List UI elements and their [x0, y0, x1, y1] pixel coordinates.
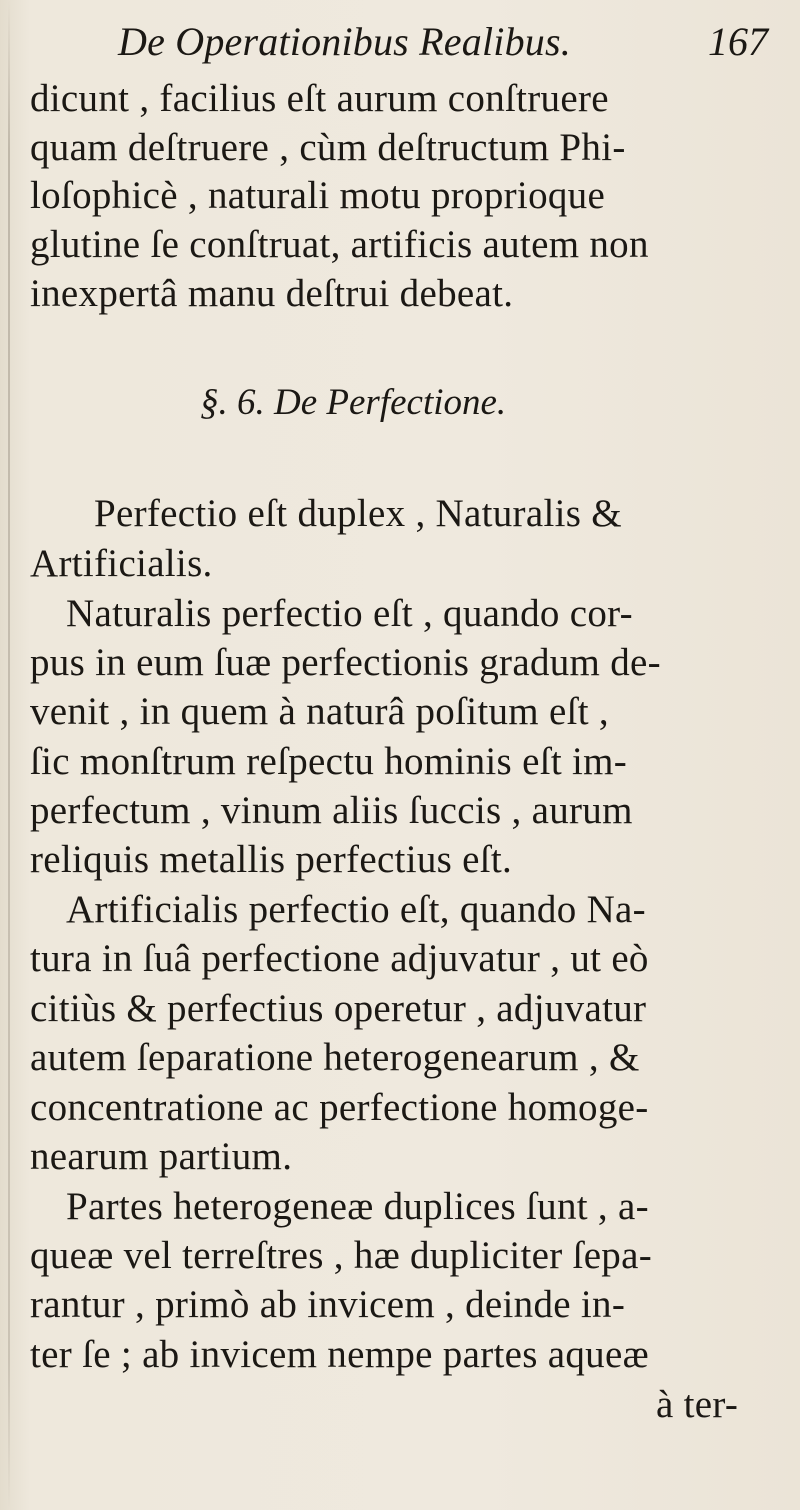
text-line: Partes heterogeneæ duplices ſunt , a- — [66, 1185, 649, 1228]
text-line: tura in ſuâ perfectione adjuvatur , ut eò — [30, 937, 649, 980]
page-header — [118, 14, 794, 70]
text-line: dicunt , facilius eſt aurum conſtruere — [30, 77, 609, 120]
text-line: concentratione ac perfectione homoge- — [30, 1086, 649, 1129]
text-line: nearum partium. — [30, 1135, 293, 1178]
section-heading: §. 6. De Perfectione. — [200, 382, 507, 423]
text-line: queæ vel terreſtres , hæ dupliciter ſepa- — [30, 1234, 652, 1277]
text-line: Artificialis. — [30, 542, 213, 585]
text-line: glutine ſe conſtruat, artificis autem non — [30, 223, 649, 266]
text-line: quam deſtruere , cùm deſtructum Phi- — [30, 126, 626, 169]
text-line: Naturalis perfectio eſt , quando cor- — [66, 592, 633, 635]
text-line: inexpertâ manu deſtrui debeat. — [30, 272, 514, 315]
text-line: perfectum , vinum aliis ſuccis , aurum — [30, 789, 633, 832]
page-gutter-edge — [8, 0, 10, 1510]
running-head: De Operationibus Realibus. — [118, 19, 571, 64]
catchword: à ter- — [656, 1383, 739, 1426]
text-line: rantur , primò ab invicem , deinde in- — [30, 1283, 626, 1326]
text-line: reliquis metallis perfectius eſt. — [30, 838, 513, 881]
text-line: pus in eum ſuæ perfectionis gradum de- — [30, 641, 661, 684]
text-line: Perfectio eſt duplex , Naturalis & — [94, 492, 622, 535]
text-line: ſic monſtrum reſpectu hominis eſt im- — [30, 740, 628, 783]
text-line: venit , in quem à naturâ poſitum eſt , — [30, 690, 609, 733]
page-number: 167 — [708, 19, 768, 64]
text-line: loſophicè , naturali motu proprioque — [30, 174, 606, 217]
text-line: autem ſeparatione heterogenearum , & — [30, 1036, 640, 1079]
text-line: Artificialis perfectio eſt, quando Na- — [66, 888, 646, 931]
text-line: citiùs & perfectius operetur , adjuvatur — [30, 987, 647, 1030]
text-line: ter ſe ; ab invicem nempe partes aqueæ — [30, 1333, 649, 1376]
